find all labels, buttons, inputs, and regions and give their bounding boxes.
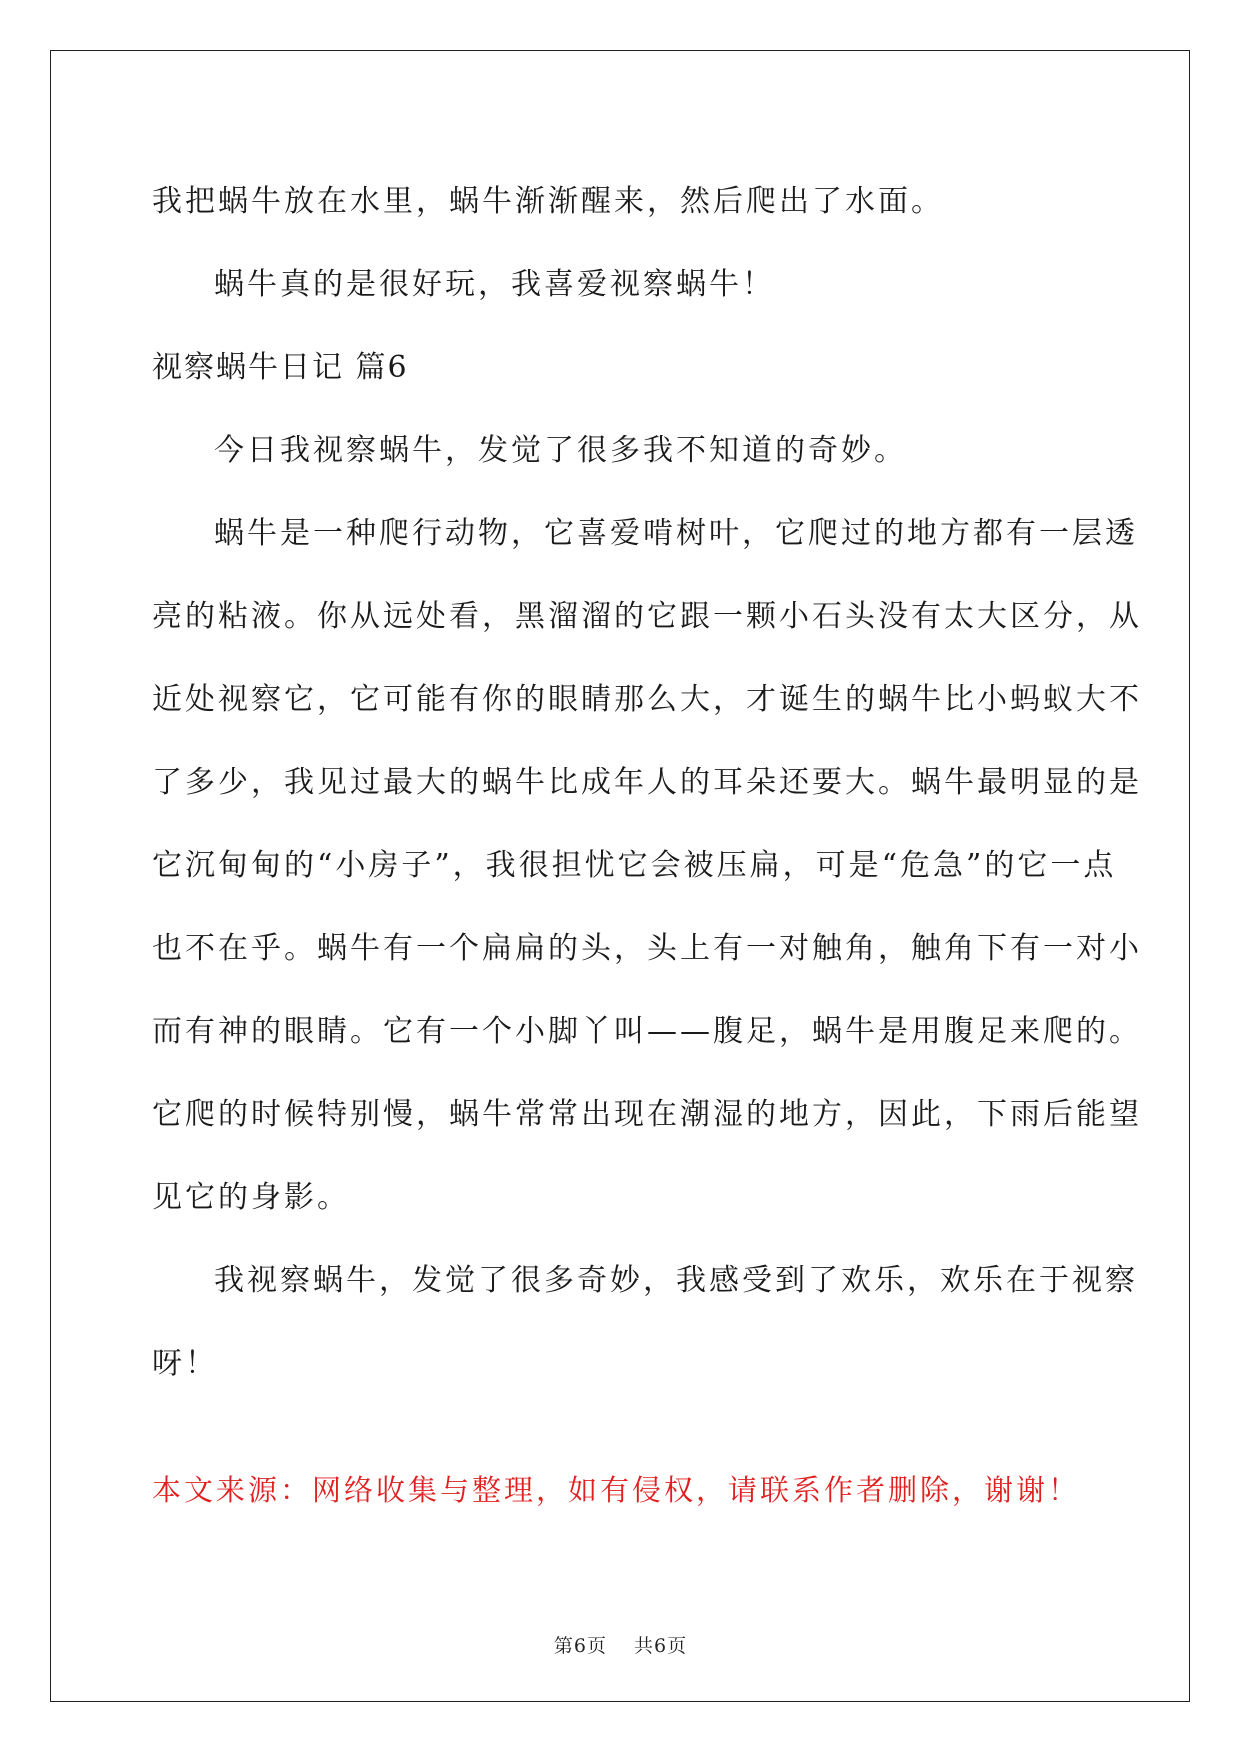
document-body [152,160,1142,1405]
paragraph-line: 而有神的眼睛。它有一个小脚丫叫——腹足，蜗牛是用腹足来爬的。 [152,1014,1142,1049]
paragraph-line: 今日我视察蜗牛，发觉了很多我不知道的奇妙。 [214,433,907,468]
section-heading: 视察蜗牛日记 篇6 [152,350,409,385]
paragraph-line: 近处视察它，它可能有你的眼睛那么大，才诞生的蜗牛比小蚂蚁大不 [152,682,1142,717]
paragraph-line: 也不在乎。蜗牛有一个扁扁的头，头上有一对触角，触角下有一对小 [152,931,1142,966]
paragraph-line: 我把蜗牛放在水里，蜗牛渐渐醒来，然后爬出了水面。 [152,184,944,219]
paragraph-line: 了多少，我见过最大的蜗牛比成年人的耳朵还要大。蜗牛最明显的是 [152,765,1142,800]
paragraph-line: 呀！ [152,1346,218,1381]
page-number-footer [0,1631,1241,1658]
paragraph-line: 亮的粘液。你从远处看，黑溜溜的它跟一颗小石头没有太大区分，从 [152,599,1142,634]
source-disclaimer: 本文来源：网络收集与整理，如有侵权，请联系作者删除，谢谢！ [152,1473,1081,1507]
paragraph-line: 蜗牛是一种爬行动物，它喜爱啃树叶，它爬过的地方都有一层透 [214,516,1138,551]
paragraph-line: 我视察蜗牛，发觉了很多奇妙，我感受到了欢乐，欢乐在于视察 [214,1263,1138,1298]
paragraph-line: 它爬的时候特别慢，蜗牛常常出现在潮湿的地方，因此，下雨后能望 [152,1097,1142,1132]
paragraph-line: 见它的身影。 [152,1180,350,1215]
paragraph-line: 蜗牛真的是很好玩，我喜爱视察蜗牛！ [214,267,775,302]
paragraph-line: 它沉甸甸的“小房子”，我很担忧它会被压扁，可是“危急”的它一点 [152,848,1117,883]
total-pages-label: 共6页 [634,1635,688,1657]
current-page-label: 第6页 [553,1635,607,1657]
